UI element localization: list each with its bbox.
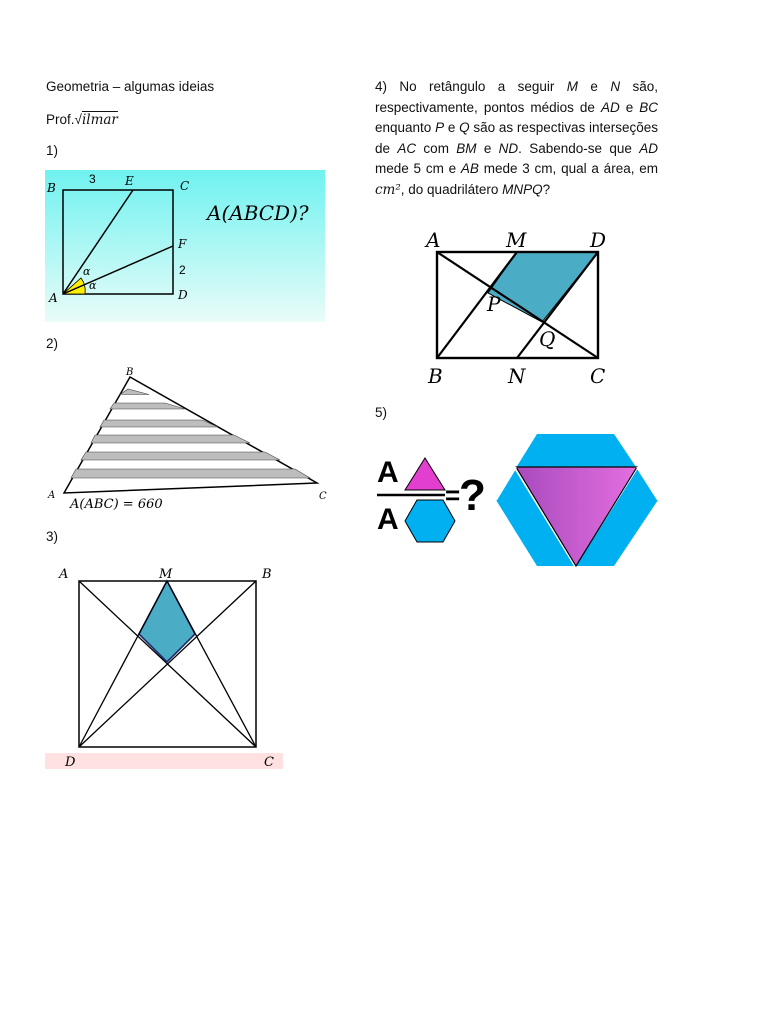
- q5-small-triangle: [405, 458, 445, 490]
- q4-number: 4): [375, 79, 388, 94]
- q3-band: [45, 753, 283, 769]
- q4-text: No retângulo a seguir: [399, 79, 567, 94]
- q4-label-q: Q: [539, 327, 556, 351]
- q4-text: são as respectivas interseções de: [375, 120, 659, 156]
- q4-shaded-quad: [488, 252, 598, 322]
- q4-text: enquanto: [375, 120, 436, 136]
- q2-stripe: [100, 420, 218, 427]
- q1-label-2: 2: [179, 263, 186, 277]
- q1-question: A(ABCD)?: [207, 201, 309, 225]
- q5-question-mark: ?: [459, 471, 486, 520]
- q4-text: e: [619, 99, 640, 115]
- q4-label-a: A: [426, 228, 441, 252]
- q1-label-3: 3: [89, 172, 96, 186]
- q4-text: mede 5 cm e: [375, 161, 461, 177]
- author-name: ilmar: [81, 112, 118, 128]
- q1-label-a: A: [49, 291, 58, 305]
- q2-number: 2): [46, 336, 59, 351]
- q2-stripe: [81, 452, 280, 460]
- q4-text-var: MNPQ: [502, 181, 543, 197]
- q4-figure: [420, 225, 620, 390]
- q4-text: , do quadrilátero: [400, 181, 503, 197]
- q1-number: 1): [46, 143, 59, 158]
- q5-number: 5): [375, 405, 388, 420]
- q4-text-var: N: [610, 79, 621, 94]
- document-title: Geometria – algumas ideias: [46, 79, 215, 94]
- q4-text-var: M: [566, 79, 579, 94]
- q5-letter-bottom: A: [377, 503, 399, 536]
- q3-label-d: D: [65, 755, 76, 770]
- q4-text-var: AB: [460, 161, 479, 177]
- q5-letter-top: A: [377, 456, 399, 489]
- q4-text-var: ND: [498, 140, 519, 156]
- q4-text-var: Q: [459, 120, 470, 136]
- author-prefix: Prof.: [46, 112, 75, 127]
- q3-label-b: B: [262, 567, 272, 582]
- q3-label-a: A: [59, 567, 69, 582]
- q1-label-d: D: [178, 288, 188, 302]
- q2-label-c: C: [319, 491, 327, 502]
- q4-label-m: M: [506, 228, 527, 252]
- q4-label-d: D: [590, 228, 607, 252]
- q1-label-e: E: [125, 174, 134, 188]
- q4-text-var: P: [435, 120, 445, 136]
- q4-label-p: P: [487, 292, 501, 316]
- q4-statement: [375, 77, 658, 201]
- q2-stripe: [91, 435, 250, 443]
- q2-area-text: A(ABC) = 660: [70, 497, 163, 512]
- q4-text: ?: [542, 181, 551, 197]
- q3-figure: [45, 562, 285, 772]
- q4-text-var: cm²: [375, 181, 401, 198]
- q2-stripe: [71, 469, 310, 478]
- q4-label-n: N: [508, 364, 526, 388]
- q4-text: e: [444, 120, 460, 136]
- q1-label-alpha1: α: [83, 265, 91, 278]
- q1-label-b: B: [47, 181, 56, 195]
- q1-label-f: F: [178, 237, 187, 251]
- q3-label-m: M: [159, 567, 173, 582]
- q1-label-alpha2: α: [89, 279, 97, 292]
- q4-text: são, respectivamente, pontos médios de: [375, 79, 658, 115]
- q4-text: com: [416, 140, 457, 156]
- q4-line-bm: [437, 252, 517, 358]
- author-line: [46, 110, 118, 130]
- q2-label-a: A: [48, 490, 56, 501]
- q4-text: . Sabendo-se que: [518, 140, 640, 156]
- q4-text: e: [476, 140, 499, 156]
- q2-label-b: B: [126, 367, 134, 378]
- q4-text: e: [578, 79, 611, 94]
- q4-text-var: BM: [456, 140, 477, 156]
- q4-text-var: AD: [600, 99, 620, 115]
- q2-figure: [45, 365, 330, 515]
- author-sqrt: √: [74, 112, 82, 127]
- q3-number: 3): [46, 529, 59, 544]
- q5-figure: [375, 432, 660, 570]
- q4-text: mede 3 cm, qual a área, em: [478, 161, 658, 177]
- q4-text-var: BC: [639, 99, 659, 115]
- q4-text-var: AC: [397, 140, 417, 156]
- q3-label-c: C: [264, 755, 274, 770]
- q1-label-c: C: [180, 179, 190, 193]
- q4-label-c: C: [590, 364, 606, 388]
- q1-figure: [45, 170, 325, 322]
- q4-label-b: B: [428, 364, 443, 388]
- q4-text-var: AD: [639, 140, 658, 156]
- q5-equals: =: [445, 480, 461, 510]
